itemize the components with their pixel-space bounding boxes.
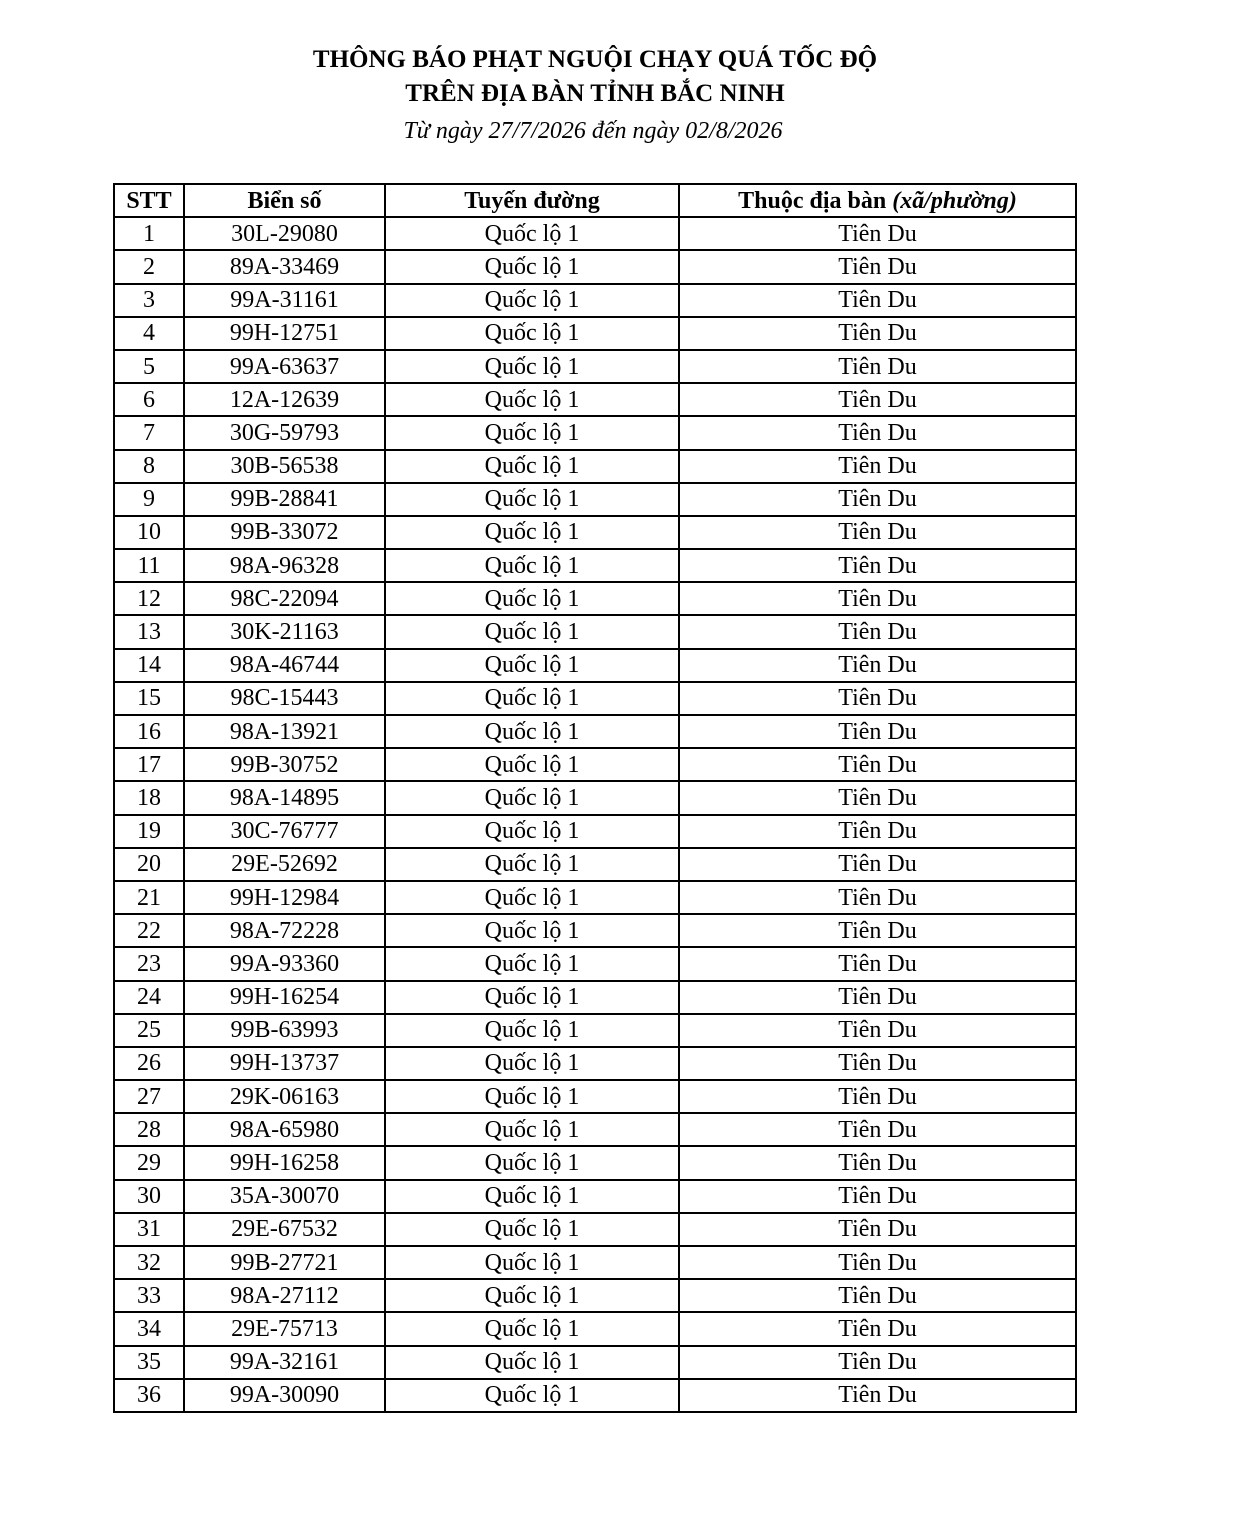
cell-stt: 34 <box>114 1312 184 1345</box>
cell-area: Tiên Du <box>679 615 1076 648</box>
cell-plate: 98C-15443 <box>184 682 385 715</box>
cell-road: Quốc lộ 1 <box>385 715 679 748</box>
cell-stt: 16 <box>114 715 184 748</box>
cell-road: Quốc lộ 1 <box>385 1312 679 1345</box>
table-row <box>114 781 1076 814</box>
cell-stt: 12 <box>114 582 184 615</box>
table-row <box>114 715 1076 748</box>
cell-road: Quốc lộ 1 <box>385 1080 679 1113</box>
table-row <box>114 1180 1076 1213</box>
column-header-stt: STT <box>114 184 184 217</box>
cell-plate: 98A-96328 <box>184 549 385 582</box>
cell-area: Tiên Du <box>679 284 1076 317</box>
cell-plate: 99B-28841 <box>184 483 385 516</box>
cell-road: Quốc lộ 1 <box>385 549 679 582</box>
cell-area: Tiên Du <box>679 914 1076 947</box>
cell-area: Tiên Du <box>679 317 1076 350</box>
table-row <box>114 615 1076 648</box>
cell-road: Quốc lộ 1 <box>385 1146 679 1179</box>
cell-stt: 22 <box>114 914 184 947</box>
cell-stt: 5 <box>114 350 184 383</box>
cell-area: Tiên Du <box>679 383 1076 416</box>
cell-area: Tiên Du <box>679 848 1076 881</box>
cell-plate: 98C-22094 <box>184 582 385 615</box>
cell-area: Tiên Du <box>679 1346 1076 1379</box>
cell-plate: 99A-31161 <box>184 284 385 317</box>
cell-stt: 1 <box>114 217 184 250</box>
cell-road: Quốc lộ 1 <box>385 947 679 980</box>
cell-plate: 98A-65980 <box>184 1113 385 1146</box>
table-row <box>114 1213 1076 1246</box>
cell-area: Tiên Du <box>679 715 1076 748</box>
cell-stt: 19 <box>114 815 184 848</box>
cell-area: Tiên Du <box>679 981 1076 1014</box>
table-row <box>114 250 1076 283</box>
cell-stt: 11 <box>114 549 184 582</box>
cell-area: Tiên Du <box>679 815 1076 848</box>
table-row <box>114 1379 1076 1412</box>
table-row <box>114 383 1076 416</box>
cell-area: Tiên Du <box>679 450 1076 483</box>
cell-stt: 8 <box>114 450 184 483</box>
cell-stt: 24 <box>114 981 184 1014</box>
cell-stt: 13 <box>114 615 184 648</box>
cell-stt: 15 <box>114 682 184 715</box>
cell-area: Tiên Du <box>679 1180 1076 1213</box>
cell-plate: 30C-76777 <box>184 815 385 848</box>
cell-road: Quốc lộ 1 <box>385 1346 679 1379</box>
cell-area: Tiên Du <box>679 217 1076 250</box>
table-row <box>114 549 1076 582</box>
cell-plate: 99A-32161 <box>184 1346 385 1379</box>
cell-area: Tiên Du <box>679 1014 1076 1047</box>
cell-plate: 29E-75713 <box>184 1312 385 1345</box>
cell-road: Quốc lộ 1 <box>385 582 679 615</box>
cell-road: Quốc lộ 1 <box>385 1180 679 1213</box>
cell-plate: 99H-16254 <box>184 981 385 1014</box>
cell-plate: 29K-06163 <box>184 1080 385 1113</box>
cell-stt: 14 <box>114 649 184 682</box>
table-row <box>114 483 1076 516</box>
cell-plate: 98A-46744 <box>184 649 385 682</box>
cell-stt: 31 <box>114 1213 184 1246</box>
document-title-line-2: TRÊN ĐỊA BÀN TỈNH BẮC NINH <box>405 80 785 107</box>
cell-plate: 30B-56538 <box>184 450 385 483</box>
cell-plate: 99H-16258 <box>184 1146 385 1179</box>
table-row <box>114 1146 1076 1179</box>
cell-road: Quốc lộ 1 <box>385 516 679 549</box>
cell-road: Quốc lộ 1 <box>385 1379 679 1412</box>
cell-stt: 4 <box>114 317 184 350</box>
table-row <box>114 582 1076 615</box>
cell-road: Quốc lộ 1 <box>385 383 679 416</box>
cell-area: Tiên Du <box>679 416 1076 449</box>
cell-road: Quốc lộ 1 <box>385 914 679 947</box>
cell-area: Tiên Du <box>679 1047 1076 1080</box>
table-row <box>114 682 1076 715</box>
table-row <box>114 748 1076 781</box>
cell-area: Tiên Du <box>679 1146 1076 1179</box>
cell-area: Tiên Du <box>679 483 1076 516</box>
table-row <box>114 317 1076 350</box>
column-header-road: Tuyến đường <box>385 184 679 217</box>
cell-plate: 99H-13737 <box>184 1047 385 1080</box>
cell-stt: 23 <box>114 947 184 980</box>
table-row <box>114 284 1076 317</box>
cell-stt: 17 <box>114 748 184 781</box>
cell-road: Quốc lộ 1 <box>385 682 679 715</box>
table-row <box>114 815 1076 848</box>
cell-road: Quốc lộ 1 <box>385 781 679 814</box>
table-row <box>114 1080 1076 1113</box>
table-row <box>114 1279 1076 1312</box>
cell-plate: 99H-12751 <box>184 317 385 350</box>
cell-stt: 29 <box>114 1146 184 1179</box>
table-row <box>114 649 1076 682</box>
cell-area: Tiên Du <box>679 649 1076 682</box>
cell-stt: 36 <box>114 1379 184 1412</box>
table-row <box>114 350 1076 383</box>
cell-plate: 29E-52692 <box>184 848 385 881</box>
cell-plate: 98A-14895 <box>184 781 385 814</box>
cell-stt: 35 <box>114 1346 184 1379</box>
cell-plate: 98A-27112 <box>184 1279 385 1312</box>
cell-road: Quốc lộ 1 <box>385 217 679 250</box>
cell-area: Tiên Du <box>679 947 1076 980</box>
cell-area: Tiên Du <box>679 516 1076 549</box>
cell-plate: 99A-30090 <box>184 1379 385 1412</box>
cell-plate: 99B-63993 <box>184 1014 385 1047</box>
table-row <box>114 450 1076 483</box>
cell-stt: 10 <box>114 516 184 549</box>
violations-table <box>113 183 1077 1413</box>
table-row <box>114 1346 1076 1379</box>
cell-area: Tiên Du <box>679 549 1076 582</box>
cell-area: Tiên Du <box>679 1379 1076 1412</box>
cell-plate: 89A-33469 <box>184 250 385 283</box>
column-header-plate: Biển số <box>184 184 385 217</box>
cell-road: Quốc lộ 1 <box>385 284 679 317</box>
cell-stt: 18 <box>114 781 184 814</box>
cell-stt: 27 <box>114 1080 184 1113</box>
cell-plate: 99B-33072 <box>184 516 385 549</box>
table-row <box>114 516 1076 549</box>
cell-stt: 6 <box>114 383 184 416</box>
table-row <box>114 981 1076 1014</box>
column-header-area-label: Thuộc địa bàn <box>738 187 887 214</box>
cell-road: Quốc lộ 1 <box>385 615 679 648</box>
table-row <box>114 881 1076 914</box>
cell-road: Quốc lộ 1 <box>385 981 679 1014</box>
cell-road: Quốc lộ 1 <box>385 450 679 483</box>
table-row <box>114 1014 1076 1047</box>
table-body <box>114 217 1076 1412</box>
cell-road: Quốc lộ 1 <box>385 1246 679 1279</box>
document-title-line-1: THÔNG BÁO PHẠT NGUỘI CHẠY QUÁ TỐC ĐỘ <box>312 46 878 73</box>
cell-road: Quốc lộ 1 <box>385 1213 679 1246</box>
cell-area: Tiên Du <box>679 682 1076 715</box>
cell-plate: 30L-29080 <box>184 217 385 250</box>
cell-plate: 98A-72228 <box>184 914 385 947</box>
cell-plate: 99A-63637 <box>184 350 385 383</box>
cell-road: Quốc lộ 1 <box>385 1279 679 1312</box>
cell-plate: 29E-67532 <box>184 1213 385 1246</box>
table-row <box>114 416 1076 449</box>
header-row <box>114 184 1076 217</box>
cell-road: Quốc lộ 1 <box>385 250 679 283</box>
cell-road: Quốc lộ 1 <box>385 1014 679 1047</box>
cell-plate: 99H-12984 <box>184 881 385 914</box>
cell-road: Quốc lộ 1 <box>385 317 679 350</box>
cell-plate: 99B-30752 <box>184 748 385 781</box>
table-row <box>114 1312 1076 1345</box>
cell-plate: 30K-21163 <box>184 615 385 648</box>
cell-stt: 25 <box>114 1014 184 1047</box>
cell-area: Tiên Du <box>679 250 1076 283</box>
cell-plate: 12A-12639 <box>184 383 385 416</box>
cell-road: Quốc lộ 1 <box>385 483 679 516</box>
cell-area: Tiên Du <box>679 881 1076 914</box>
cell-stt: 7 <box>114 416 184 449</box>
cell-stt: 20 <box>114 848 184 881</box>
cell-stt: 9 <box>114 483 184 516</box>
cell-road: Quốc lộ 1 <box>385 881 679 914</box>
cell-plate: 30G-59793 <box>184 416 385 449</box>
table-row <box>114 1113 1076 1146</box>
cell-plate: 35A-30070 <box>184 1180 385 1213</box>
cell-area: Tiên Du <box>679 1246 1076 1279</box>
table-row <box>114 947 1076 980</box>
cell-plate: 99A-93360 <box>184 947 385 980</box>
cell-stt: 21 <box>114 881 184 914</box>
cell-area: Tiên Du <box>679 1213 1076 1246</box>
cell-area: Tiên Du <box>679 582 1076 615</box>
table-row <box>114 217 1076 250</box>
table-row <box>114 1246 1076 1279</box>
cell-road: Quốc lộ 1 <box>385 748 679 781</box>
cell-stt: 33 <box>114 1279 184 1312</box>
cell-area: Tiên Du <box>679 1113 1076 1146</box>
cell-stt: 2 <box>114 250 184 283</box>
cell-plate: 99B-27721 <box>184 1246 385 1279</box>
cell-area: Tiên Du <box>679 1080 1076 1113</box>
date-range: Từ ngày 27/7/2026 đến ngày 02/8/2026 <box>403 118 783 144</box>
cell-stt: 30 <box>114 1180 184 1213</box>
table-row <box>114 914 1076 947</box>
cell-stt: 28 <box>114 1113 184 1146</box>
cell-area: Tiên Du <box>679 781 1076 814</box>
table-row <box>114 848 1076 881</box>
cell-stt: 32 <box>114 1246 184 1279</box>
cell-plate: 98A-13921 <box>184 715 385 748</box>
cell-area: Tiên Du <box>679 350 1076 383</box>
cell-road: Quốc lộ 1 <box>385 350 679 383</box>
column-header-area <box>679 184 1076 217</box>
cell-area: Tiên Du <box>679 1279 1076 1312</box>
cell-stt: 3 <box>114 284 184 317</box>
cell-road: Quốc lộ 1 <box>385 416 679 449</box>
cell-area: Tiên Du <box>679 1312 1076 1345</box>
table-header <box>114 184 1076 217</box>
cell-area: Tiên Du <box>679 748 1076 781</box>
cell-stt: 26 <box>114 1047 184 1080</box>
cell-road: Quốc lộ 1 <box>385 1113 679 1146</box>
column-header-area-note: (xã/phường) <box>892 187 1017 214</box>
cell-road: Quốc lộ 1 <box>385 1047 679 1080</box>
cell-road: Quốc lộ 1 <box>385 815 679 848</box>
table-row <box>114 1047 1076 1080</box>
cell-road: Quốc lộ 1 <box>385 649 679 682</box>
cell-road: Quốc lộ 1 <box>385 848 679 881</box>
